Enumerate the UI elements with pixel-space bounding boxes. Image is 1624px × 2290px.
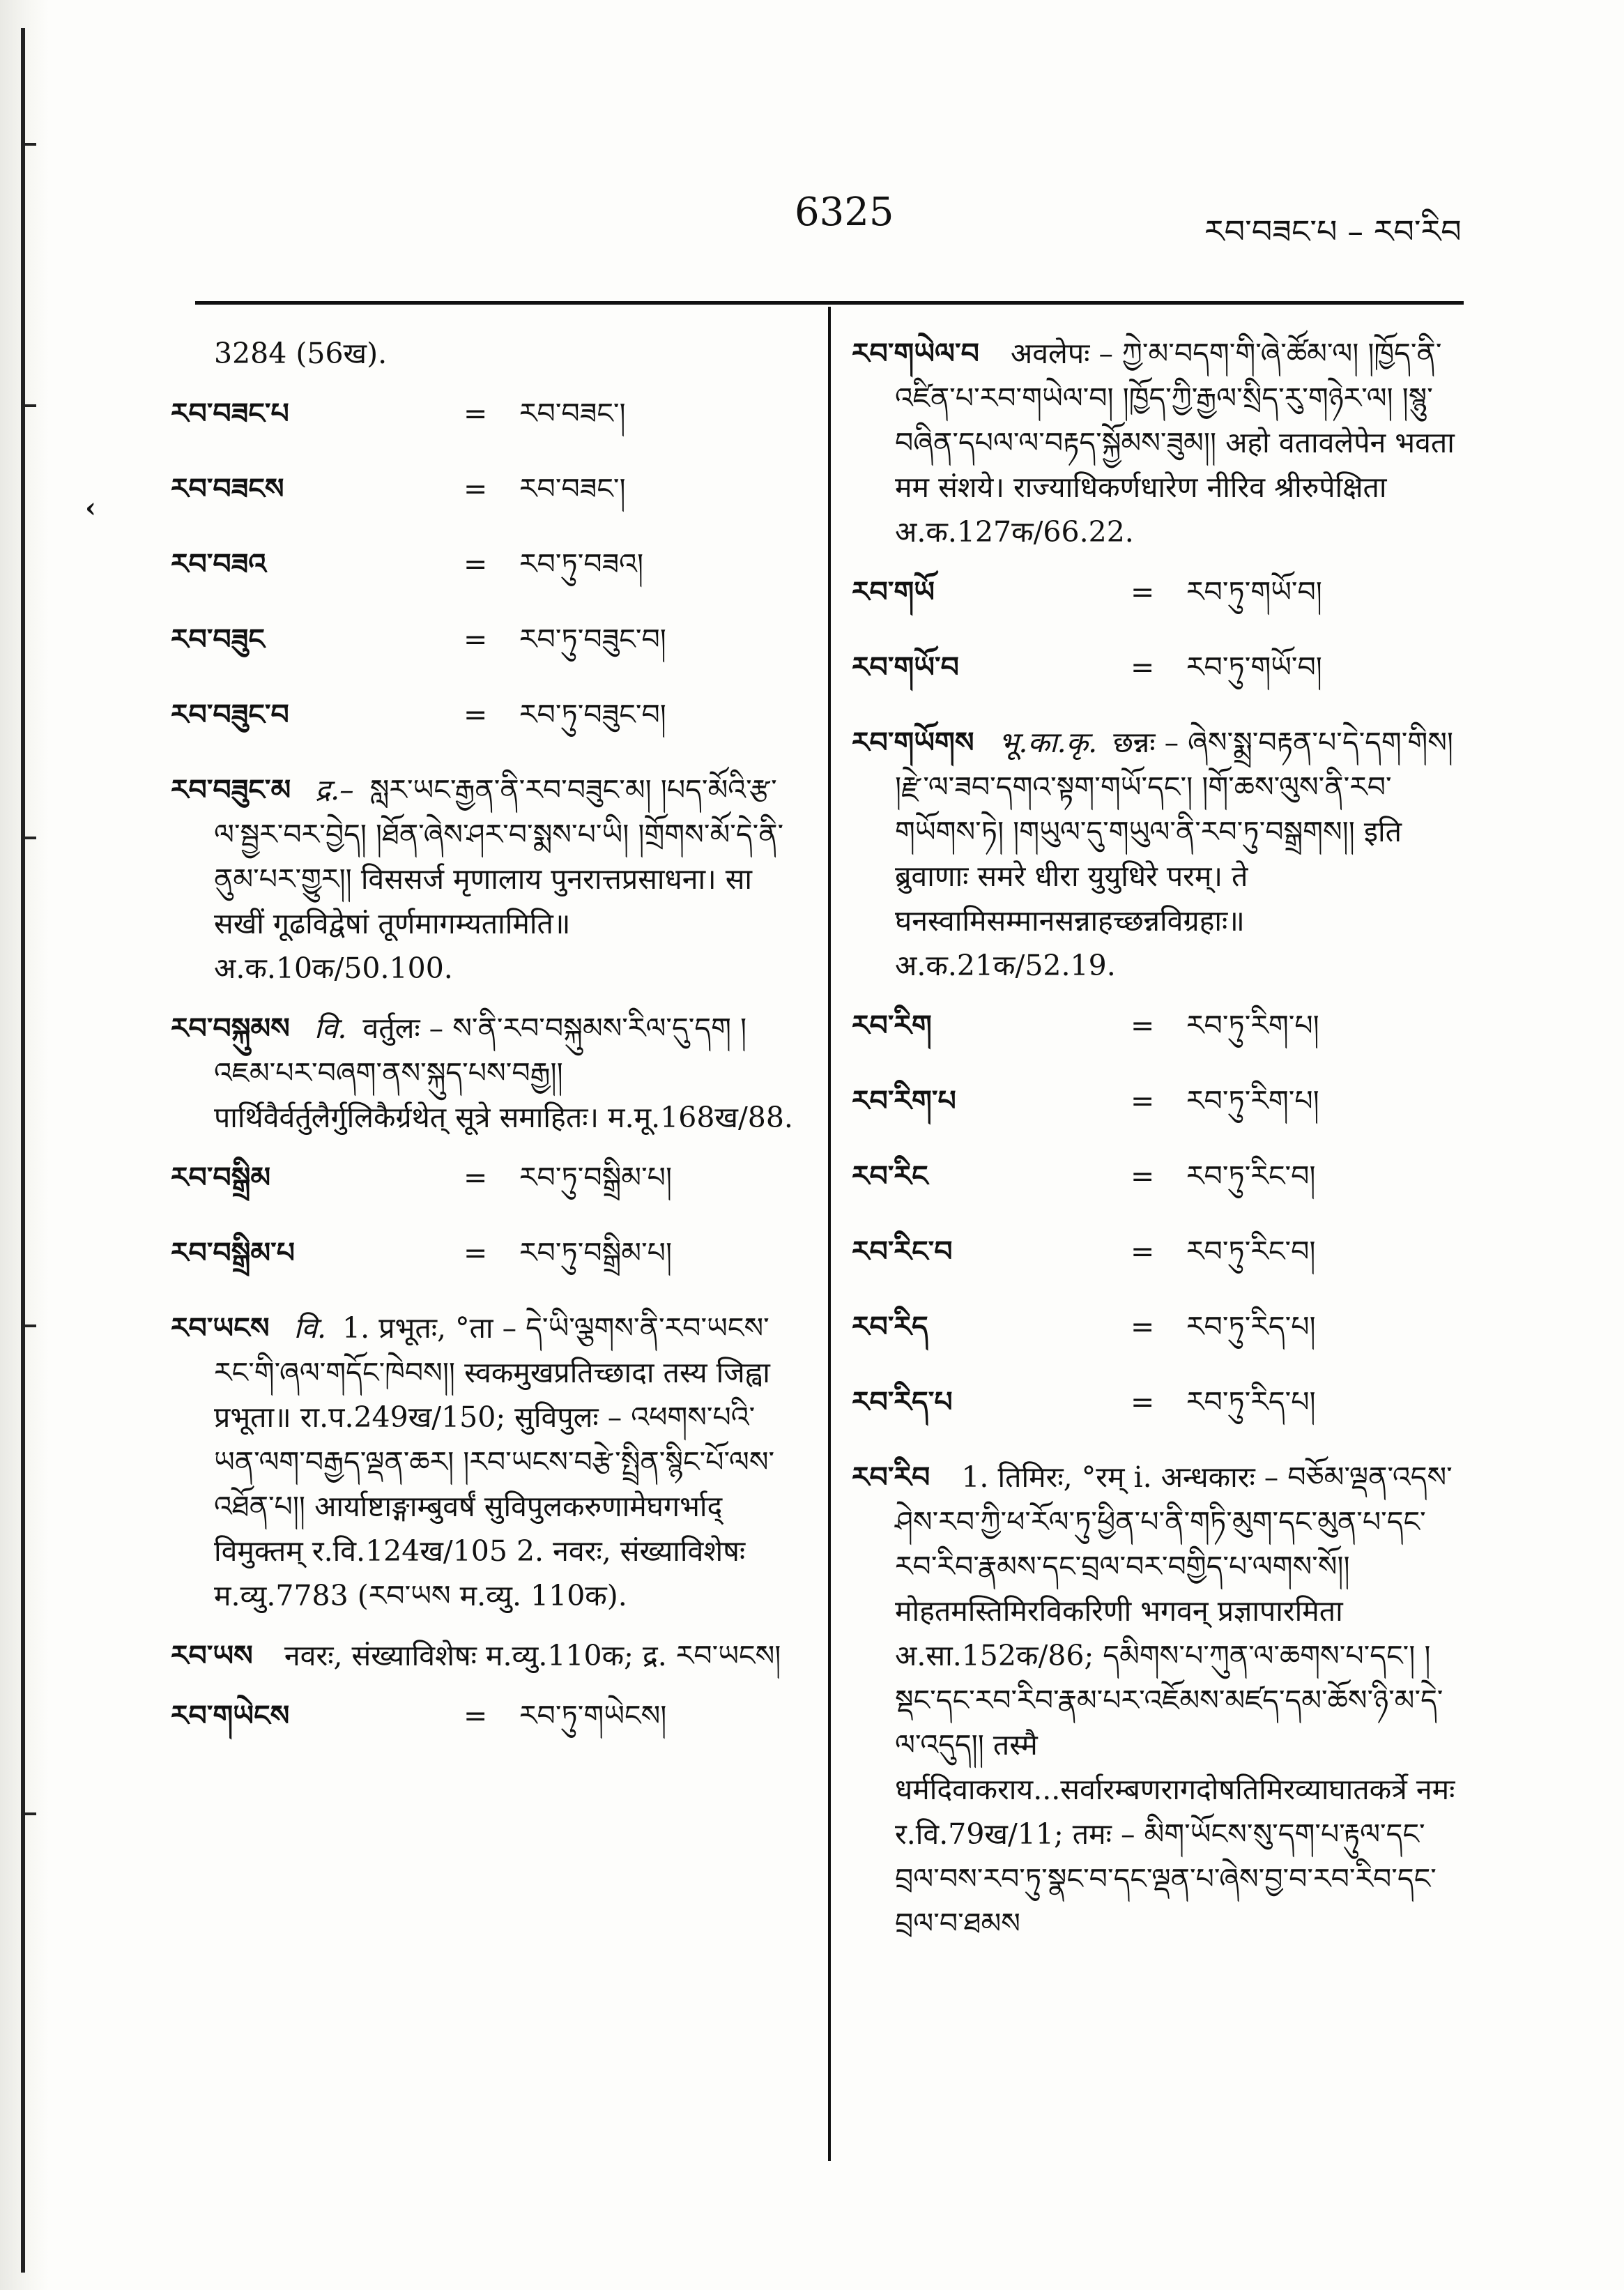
xref-entry: [852, 1003, 1465, 1078]
headword: རབ་བཟུང: [171, 623, 265, 656]
xref-target: རབ་ཏུ་རིང་བ།: [1186, 1159, 1316, 1193]
headword: རབ་བཟའ: [171, 547, 267, 581]
xref-target: རབ་ཏུ་རིད་པ།: [1186, 1385, 1316, 1419]
grammar-label: द्र.–: [315, 773, 354, 807]
margin-mark: ‹: [85, 491, 96, 524]
xref-entry: [852, 1078, 1465, 1154]
headword: རབ་ཡངས: [171, 1311, 270, 1345]
entry-text: वर्तुलः – ས་ནི་རབ་བསྐུམས་རིལ་དུ་དག །འཇམ་པར་བཞག་ནས་སྐུད་པས་བརྒྱ།། पार्थिवैर्वर्तुलैर्गुलिकैर्ग्रथेत् सूत्रे समाहितः। म.मू.168ख/88.: [214, 1012, 793, 1134]
xref-target: རབ་ཏུ་རིག་པ།: [1186, 1009, 1319, 1042]
binding-edge-tick: [21, 404, 36, 407]
headword: རབ་བསྒྲིམ་པ: [171, 1236, 296, 1269]
equals-sign: =: [464, 623, 488, 656]
headword: རབ་བསྒྲིམ: [171, 1161, 271, 1194]
equals-sign: =: [1131, 1159, 1155, 1193]
binding-edge-tick: [21, 837, 36, 839]
binding-edge-tick: [21, 1325, 36, 1327]
xref-target: རབ་ཏུ་རིང་བ།: [1186, 1235, 1316, 1268]
continuation-text: 3284 (56ख).: [214, 337, 388, 370]
equals-sign: =: [464, 472, 488, 505]
entry-text: छन्नः – ཞེས་སྨྲ་བརྟན་པ་དེ་དག་གིས། །རྫེ་ལ་ཟབ་དགའ་སྟག་གཡོ་དང་། །གོ་ཆས་ལུས་ནི་རབ་གཡོགས་ཏེ། །གཡུལ་དུ་གཡུལ་ནི་རབ་ཏུ་བསྒྲགས།། इति ब्रुवाणाः समरे धीरा युयुधिरे परम्। ते घनस्वामिसम्मानसन्नाहच्छन्नविग्रहाः॥ अ.क.21क/52.19.: [895, 726, 1454, 982]
headword: རབ་གཡེངས: [171, 1699, 290, 1732]
grammar-label: वि.: [314, 1012, 347, 1045]
entry-text: 1. तिमिरः, °रम् i. अन्धकारः – བཅོམ་ལྡན་འདས་ཤེས་རབ་ཀྱི་ཕ་རོལ་ཏུ་ཕྱིན་པ་ནི་གཏི་མུག་དང་མུན་པ་དང་རབ་རིབ་རྣམས་དང་བྲལ་བར་བགྱིད་པ་ལགས་སོ།། मोहतमस्तिमिरविकरिणी भगवन् प्रज्ञापारमिता अ.सा.152क/86; དམིགས་པ་ཀུན་ལ་ཆགས་པ་དང་། །སྡང་དང་རབ་རིབ་རྣམ་པར་འཇོམས་མཛད་དམ་ཆོས་ཉི་མ་དེ་ལ་འདུད།། तस्मै धर्मदिवाकराय...सर्वारम्बणरागदोषतिमिरव्याघातकर्त्रे नमः र.वि.79ख/11; तमः – མིག་ཡོངས་སུ་དག་པ་རྟུལ་དང་བྲལ་བས་རབ་ཏུ་སྣང་བ་དང་ལྡན་པ་ཞེས་བྱ་བ་རབ་རིབ་དང་བྲལ་བ་ཐམས: [895, 1460, 1455, 1940]
headword: རབ་བཟངས: [171, 472, 284, 505]
equals-sign: =: [464, 1699, 488, 1732]
dictionary-entry: [171, 768, 798, 991]
guide-words: རབ་བཟང་པ – རབ་རིབ: [1204, 213, 1462, 250]
xref-entry: [171, 617, 798, 692]
dictionary-entry: [852, 720, 1465, 988]
xref-target: རབ་ཏུ་གཡོ་བ།: [1186, 575, 1322, 609]
equals-sign: =: [1131, 1310, 1155, 1343]
headword: རབ་བསྐུམས: [171, 1012, 290, 1045]
entry-text: 1. प्रभूतः, °ता – དེ་ཡི་ལྕགས་ནི་རབ་ཡངས་རང་གི་ཞལ་གདོང་ཁེབས།། स्वकमुखप्रतिच्छादा तस्य जिह्वा प्रभूता॥ रा.प.249ख/150; सुविपुलः – འཕགས་པའི་ཡན་ལག་བརྒྱད་ལྡན་ཆར། །རབ་ཡངས་བརྩེ་སྤྲིན་སྙིང་པོ་ལས་འཐོན་པ།། आर्याष्टाङ्गाम्बुवर्षं सुविपुलकरुणामेघगर्भाद् विमुक्तम् र.वि.124ख/105 2. नवरः, संख्याविशेषः म.व्यु.7783 (རབ་ཡས म.व्यु. 110क).: [214, 1311, 775, 1612]
headword: རབ་གཡེལ་བ: [852, 337, 979, 370]
xref-target: རབ་ཏུ་གཡོ་བ།: [1186, 650, 1322, 684]
xref-target: རབ་ཏུ་རིག་པ།: [1186, 1084, 1319, 1117]
headword: རབ་རིབ: [852, 1460, 930, 1494]
equals-sign: =: [1131, 1235, 1155, 1268]
headword: རབ་རིང: [852, 1159, 928, 1193]
xref-target: རབ་ཏུ་བསྒྲིམ་པ།: [519, 1236, 673, 1269]
xref-entry: [171, 692, 798, 768]
equals-sign: =: [464, 547, 488, 581]
grammar-label: भू.का.कृ.: [998, 726, 1098, 759]
xref-target: རབ་ཏུ་བཟུང་བ།: [519, 623, 666, 656]
equals-sign: =: [1131, 575, 1155, 609]
headword: རབ་གཡོགས: [852, 726, 974, 759]
xref-target: རབ་ཏུ་བཟའ།: [519, 547, 644, 581]
column-divider: [828, 307, 831, 2161]
xref-entry: [171, 1155, 798, 1230]
headword: རབ་རིད་པ: [852, 1385, 953, 1419]
xref-entry: [171, 1693, 798, 1769]
headword: རབ་བཟུང་མ: [171, 773, 291, 807]
xref-entry: [171, 466, 798, 542]
dictionary-entry: [171, 1306, 798, 1618]
xref-entry: [852, 1380, 1465, 1455]
dictionary-entry: [171, 1633, 798, 1678]
equals-sign: =: [464, 1236, 488, 1269]
xref-entry: [852, 1304, 1465, 1380]
headword: རབ་གཡོ: [852, 575, 935, 609]
headword: རབ་གཡོ་བ: [852, 650, 959, 684]
entry-text: སླར་ཡང་རྒྱན་ནི་རབ་བཟུང་མ། །པད་མོའི་རྩ་ལ་སྦྱར་བར་བྱེད། །ཐོན་ཞེས་ཤར་བ་སྨས་པ་ཡི། །གྲོགས་མོ་དེ་ནི་ནུམ་པར་གྱུར།། विससर्ज मृणालाय पुनरात्तप्रसाधना। सा सखीं गूढविद्वेषां तूर्णमागम्यतामिति॥ अ.क.10क/50.100.: [214, 773, 784, 985]
xref-entry: [171, 1230, 798, 1306]
xref-entry: [852, 1154, 1465, 1229]
xref-entry: [171, 542, 798, 617]
equals-sign: =: [464, 698, 488, 731]
headword: རབ་རིག: [852, 1009, 932, 1042]
equals-sign: =: [464, 1161, 488, 1194]
headword: རབ་རིང་བ: [852, 1235, 953, 1268]
xref-entry: [171, 391, 798, 466]
xref-target: རབ་ཏུ་རིད་པ།: [1186, 1310, 1316, 1343]
xref-target: རབ་ཏུ་གཡེངས།: [519, 1699, 667, 1732]
headword: རབ་ཡས: [171, 1639, 253, 1672]
dictionary-entry: [171, 1006, 798, 1140]
headword: རབ་རིག་པ: [852, 1084, 956, 1117]
equals-sign: =: [464, 397, 488, 430]
entry-text: अवलेपः – ཀྱེ་མ་བདག་གི་ཞེ་ཚོམ་ལ། །ཁྱོད་ནི་འཛིན་པ་རབ་གཡེལ་བ། །ཁྱོད་ཀྱི་རྒྱལ་སྲིད་རུ་གཉེར་ལ། །སྙུ་བཞིན་དཔལ་ལ་བརྟད་སྐྱོམས་ཟུམ།། अहो वतावलेपेन भवता मम संशये। राज्याधिकर्णधारेण नीरिव श्रीरुपेक्षिता अ.क.127क/66.22.: [895, 337, 1455, 549]
dictionary-entry: [852, 331, 1465, 554]
headword: རབ་བཟུང་བ: [171, 698, 289, 731]
xref-target: རབ་ཏུ་བཟུང་བ།: [519, 698, 666, 731]
xref-entry: [852, 570, 1465, 645]
equals-sign: =: [1131, 1385, 1155, 1419]
entry-text: नवरः, संख्याविशेषः म.व्यु.110क; द्र. རབ་ཡངས།: [284, 1639, 781, 1672]
headword: རབ་རིད: [852, 1310, 928, 1343]
grammar-label: वि.: [293, 1311, 326, 1345]
equals-sign: =: [1131, 1009, 1155, 1042]
header-rule: [195, 301, 1464, 305]
right-column: [852, 331, 1465, 1961]
dictionary-entry: [852, 1455, 1465, 1946]
xref-entry: [852, 645, 1465, 720]
left-column: [171, 331, 798, 1769]
binding-edge-tick: [21, 143, 36, 146]
xref-target: རབ་ཏུ་བསྒྲིམ་པ།: [519, 1161, 673, 1194]
xref-entry: [852, 1229, 1465, 1304]
headword: རབ་བཟང་པ: [171, 397, 289, 430]
xref-target: རབ་བཟང་།: [519, 472, 626, 505]
equals-sign: =: [1131, 650, 1155, 684]
xref-target: རབ་བཟང་།: [519, 397, 626, 430]
binding-edge-line: [21, 28, 25, 2273]
binding-edge-tick: [21, 1812, 36, 1815]
equals-sign: =: [1131, 1084, 1155, 1117]
page-number: 6325: [795, 190, 894, 235]
